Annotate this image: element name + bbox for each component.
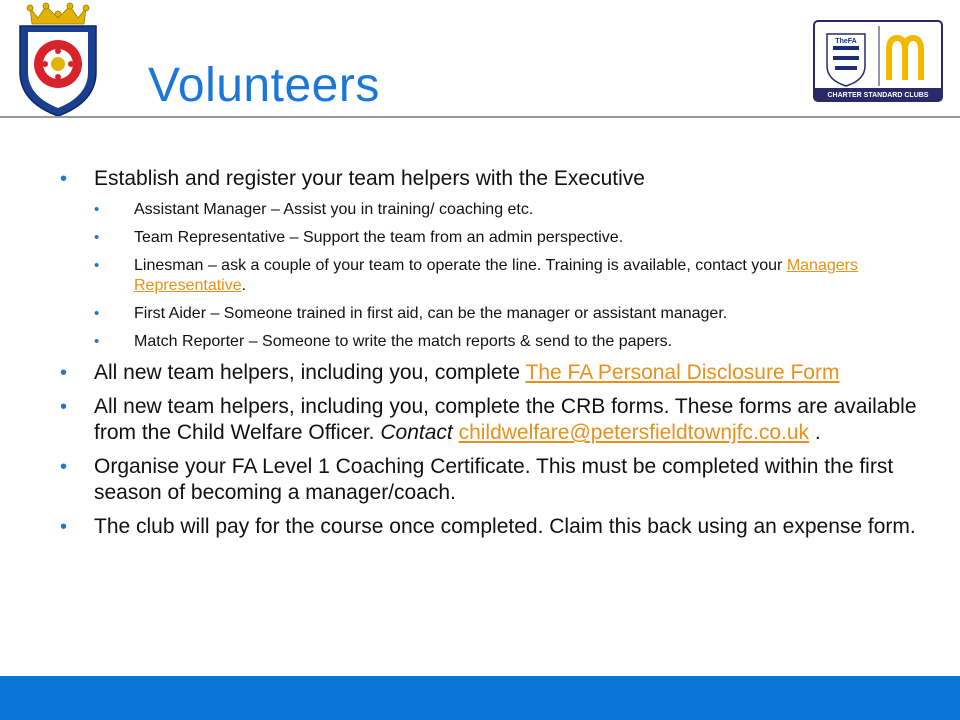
fa-charter-standard-logo (813, 20, 943, 102)
child-welfare-email-link[interactable]: childwelfare@petersfieldtownjfc.co.uk (458, 421, 810, 444)
fa-personal-disclosure-form-link[interactable]: The FA Personal Disclosure Form (525, 361, 840, 384)
header-divider (0, 116, 960, 118)
sub-bullet-match-reporter: • Match Reporter – Someone to write the match reports & send to the papers. (94, 332, 920, 352)
managers-representative-link[interactable]: Managers Representative (134, 257, 858, 294)
slide-title: Volunteers (148, 59, 380, 112)
bullet-coaching-certificate: • Organise your FA Level 1 Coaching Certificate. This must be completed within the first season of becoming a manager/coach. (60, 454, 920, 506)
slide-content (60, 166, 920, 548)
sub-bullet-assistant-manager: • Assistant Manager – Assist you in training/ coaching etc. (94, 200, 920, 220)
footer-bar (0, 676, 960, 720)
bullet-disclosure-form: • All new team helpers, including you, complete The FA Personal Disclosure Form (60, 360, 920, 386)
bullet-course-payment: • The club will pay for the course once completed. Claim this back using an expense form. (60, 514, 920, 540)
club-crest-logo (8, 2, 108, 120)
sub-bullet-linesman: • Linesman – ask a couple of your team to operate the line. Training is available, contact your Managers Representative. (94, 256, 920, 296)
bullet-register-helpers: • Establish and register your team helpers with the Executive (60, 166, 920, 192)
fa-logo-top-text: TheFA (835, 38, 857, 45)
bullet-crb-forms: • All new team helpers, including you, complete the CRB forms. These forms are available from the Child Welfare Officer. Contact childwelfare@petersfieldtownjfc.co.uk . (60, 394, 920, 446)
sub-bullet-team-representative: • Team Representative – Support the team from an admin perspective. (94, 228, 920, 248)
fa-logo-bottom-text: CHARTER STANDARD CLUBS (827, 92, 929, 99)
sub-bullet-first-aider: • First Aider – Someone trained in first aid, can be the manager or assistant manager. (94, 304, 920, 324)
